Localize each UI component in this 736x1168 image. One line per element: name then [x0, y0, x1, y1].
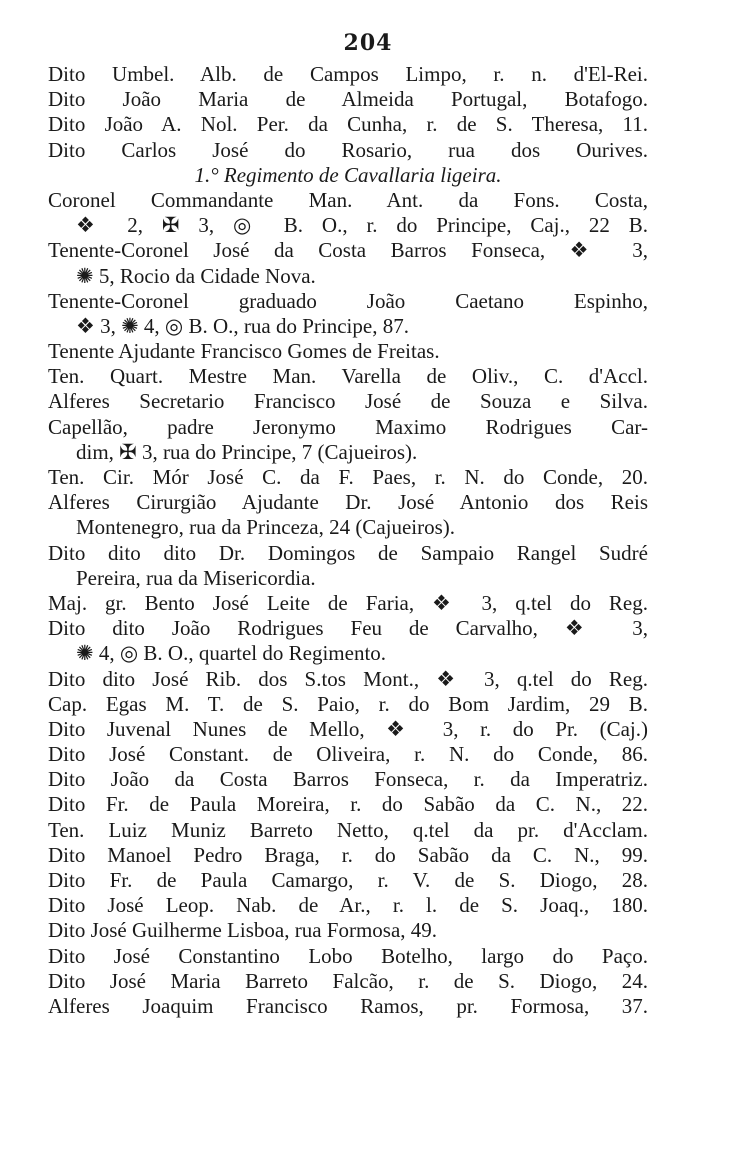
entry-line: Dito dito José Rib. dos S.tos Mont., ❖ 3, q.tel do Reg. [48, 666, 648, 691]
entry-line: Dito Fr. de Paula Moreira, r. do Sabão da C. N., 22. [48, 792, 648, 817]
entry-line: Alferes Secretario Francisco José de Souza e Silva. [48, 389, 648, 414]
entry-line: Dito Carlos José do Rosario, rua dos Ourives. [48, 137, 648, 162]
entry-line: Dito Fr. de Paula Camargo, r. V. de S. Diogo, 28. [48, 868, 648, 892]
entry-line: Tenente-Coronel graduado João Caetano Espinho, [48, 288, 648, 313]
entry-line: ❖ 2, ✠ 3, ◎ B. O., r. do Principe, Caj., 22 B. [76, 213, 648, 238]
entry-line: Tenente Ajudante Francisco Gomes de Freitas. [48, 339, 440, 364]
entry-line: Ten. Cir. Mór José C. da F. Paes, r. N. do Conde, 20. [48, 465, 648, 489]
entry-line: Dito José Constantino Lobo Botelho, largo do Paço. [48, 943, 648, 968]
entry-line: Coronel Commandante Man. Ant. da Fons. Costa, [48, 187, 648, 212]
entry-line: Dito dito João Rodrigues Feu de Carvalho, ❖ 3, [48, 616, 648, 641]
entry-line: Dito Juvenal Nunes de Mello, ❖ 3, r. do Pr. (Caj.) [48, 716, 648, 741]
entry-line: ❖ 3, ✺ 4, ◎ B. O., rua do Principe, 87. [76, 313, 409, 338]
entry-line: Cap. Egas M. T. de S. Paio, r. do Bom Jardim, 29 B. [48, 691, 648, 716]
entry-list [48, 62, 648, 1019]
entry-line: Dito dito dito Dr. Domingos de Sampaio Rangel Sudré [48, 540, 648, 565]
entry-line: Ten. Luiz Muniz Barreto Netto, q.tel da pr. d'Acclam. [48, 817, 648, 842]
entry-line: Dito João da Costa Barros Fonseca, r. da Imperatriz. [48, 767, 648, 792]
entry-line: Dito José Maria Barreto Falcão, r. de S. Diogo, 24. [48, 968, 648, 993]
entry-line: Alferes Joaquim Francisco Ramos, pr. Formosa, 37. [48, 993, 648, 1018]
entry-line: ✺ 5, Rocio da Cidade Nova. [76, 263, 316, 288]
entry-line: Dito Manoel Pedro Braga, r. do Sabão da C. N., 99. [48, 842, 648, 867]
entry-line: dim, ✠ 3, rua do Principe, 7 (Cajueiros). [76, 439, 418, 464]
entry-line: Capellão, padre Jeronymo Maximo Rodrigues Car- [48, 414, 648, 439]
page-number: 204 [343, 30, 393, 56]
entry-line: Montenegro, rua da Princeza, 24 (Cajueiros). [76, 515, 456, 540]
entry-line: Tenente-Coronel José da Costa Barros Fonseca, ❖ 3, [48, 238, 648, 263]
entry-line: Dito João Maria de Almeida Portugal, Botafogo. [48, 87, 648, 112]
entry-line: Dito José Constant. de Oliveira, r. N. do Conde, 86. [48, 742, 648, 767]
entry-line: Ten. Quart. Mestre Man. Varella de Oliv., C. d'Accl. [48, 364, 648, 389]
entry-line: Dito José Leop. Nab. de Ar., r. l. de S. Joaq., 180. [48, 893, 648, 918]
entry-line: ✺ 4, ◎ B. O., quartel do Regimento. [76, 641, 387, 666]
entry-line: Alferes Cirurgião Ajudante Dr. José Antonio dos Reis [48, 490, 648, 515]
entry-line: Dito José Guilherme Lisboa, rua Formosa, 49. [48, 918, 438, 943]
section-heading: 1.° Regimento de Cavallaria ligeira. [194, 162, 502, 187]
entry-line: Pereira, rua da Misericordia. [76, 565, 316, 590]
entry-line: Dito João A. Nol. Per. da Cunha, r. de S. Theresa, 11. [48, 112, 648, 137]
entry-line: Dito Umbel. Alb. de Campos Limpo, r. n. d'El-Rei. [48, 62, 648, 86]
entry-line: Maj. gr. Bento José Leite de Faria, ❖ 3, q.tel do Reg. [48, 590, 648, 615]
